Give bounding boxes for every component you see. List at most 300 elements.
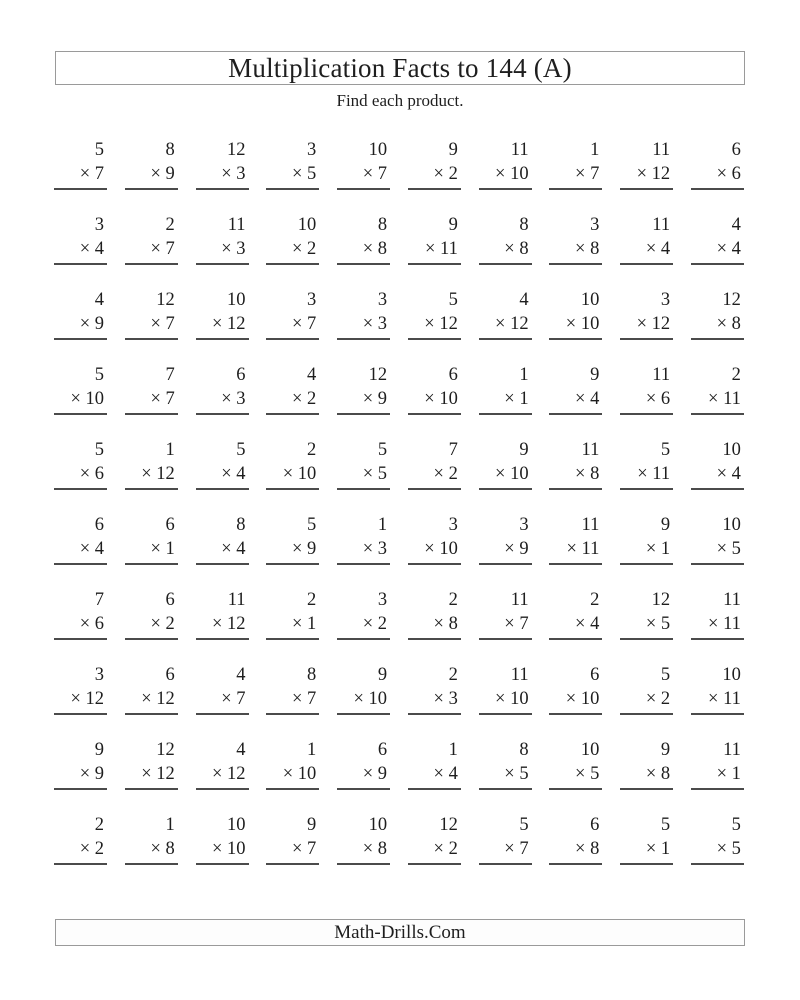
multiplicand: 9 <box>448 215 458 235</box>
multiplicand: 4 <box>94 290 104 310</box>
multiplication-problem <box>337 288 390 340</box>
multiplier: × 3 <box>221 389 246 409</box>
multiplication-problem <box>196 813 249 865</box>
multiplier: × 8 <box>362 239 388 259</box>
multiplier: × 9 <box>79 764 104 784</box>
multiplication-problem <box>479 813 532 865</box>
multiplier: × 10 <box>70 389 104 409</box>
multiplicand: 10 <box>227 815 246 835</box>
multiplicand: 3 <box>519 515 529 535</box>
multiplication-problem <box>337 738 390 790</box>
multiplier: × 8 <box>575 239 600 259</box>
problem-row <box>54 588 744 663</box>
multiplication-problem <box>125 288 178 340</box>
multiplier: × 12 <box>141 764 175 784</box>
multiplier: × 7 <box>291 839 317 859</box>
multiplier: × 11 <box>708 689 741 709</box>
multiplier: × 2 <box>291 239 317 259</box>
multiplication-problem <box>620 438 673 490</box>
multiplication-problem <box>479 588 532 640</box>
multiplicand: 9 <box>307 815 317 835</box>
multiplier: × 7 <box>291 314 317 334</box>
multiplicand: 10 <box>722 515 741 535</box>
multiplicand: 12 <box>439 815 458 835</box>
multiplicand: 11 <box>510 590 529 610</box>
multiplier: × 4 <box>645 239 671 259</box>
multiplicand: 6 <box>590 665 600 685</box>
multiplication-problem <box>620 738 673 790</box>
multiplicand: 8 <box>236 515 246 535</box>
multiplier: × 4 <box>716 239 741 259</box>
multiplication-problem <box>549 213 602 265</box>
multiplier: × 4 <box>79 539 104 559</box>
multiplicand: 7 <box>165 365 175 385</box>
multiplier: × 9 <box>150 164 175 184</box>
multiplication-problem <box>408 138 461 190</box>
multiplicand: 11 <box>581 440 600 460</box>
multiplier: × 12 <box>636 314 671 334</box>
multiplication-problem <box>196 663 249 715</box>
multiplication-problem <box>549 438 602 490</box>
multiplier: × 7 <box>150 314 175 334</box>
multiplier: × 7 <box>504 839 529 859</box>
multiplicand: 3 <box>307 140 317 160</box>
multiplicand: 1 <box>165 815 175 835</box>
multiplicand: 12 <box>722 290 741 310</box>
multiplication-problem <box>54 813 107 865</box>
multiplier: × 4 <box>433 764 458 784</box>
multiplier: × 10 <box>495 689 529 709</box>
multiplicand: 5 <box>377 440 388 460</box>
multiplicand: 2 <box>307 440 317 460</box>
page-title: Multiplication Facts to 144 (A) <box>228 52 572 83</box>
multiplicand: 3 <box>448 515 458 535</box>
multiplier: × 5 <box>362 464 388 484</box>
multiplication-problem <box>549 513 602 565</box>
multiplicand: 6 <box>377 740 388 760</box>
multiplier: × 2 <box>433 464 458 484</box>
multiplier: × 12 <box>211 764 246 784</box>
multiplicand: 8 <box>165 140 175 160</box>
multiplication-problem <box>691 138 744 190</box>
multiplication-problem <box>125 663 178 715</box>
multiplication-problem <box>337 138 390 190</box>
multiplicand: 10 <box>580 290 600 310</box>
multiplicand: 6 <box>448 365 458 385</box>
footer-text: Math-Drills.Com <box>334 922 466 943</box>
multiplicand: 12 <box>156 740 175 760</box>
multiplier: × 1 <box>716 764 741 784</box>
multiplicand: 2 <box>731 365 741 385</box>
multiplication-problem <box>266 138 319 190</box>
multiplication-problem <box>620 813 673 865</box>
multiplicand: 5 <box>731 815 741 835</box>
multiplicand: 5 <box>236 440 246 460</box>
title-box <box>55 51 745 85</box>
multiplier: × 5 <box>716 539 741 559</box>
multiplicand: 6 <box>590 815 600 835</box>
multiplier: × 3 <box>221 239 246 259</box>
multiplier: × 12 <box>141 464 175 484</box>
problem-row <box>54 363 744 438</box>
multiplicand: 11 <box>581 515 600 535</box>
multiplier: × 8 <box>575 464 600 484</box>
multiplier: × 11 <box>566 539 600 559</box>
multiplicand: 11 <box>510 665 529 685</box>
multiplicand: 1 <box>165 440 175 460</box>
multiplier: × 5 <box>716 839 741 859</box>
multiplicand: 8 <box>377 215 388 235</box>
multiplicand: 10 <box>368 815 388 835</box>
multiplicand: 10 <box>297 215 317 235</box>
multiplier: × 2 <box>645 689 671 709</box>
multiplicand: 5 <box>94 140 104 160</box>
instructions-text: Find each product. <box>336 91 464 110</box>
multiplier: × 8 <box>716 314 741 334</box>
multiplier: × 11 <box>637 464 671 484</box>
multiplier: × 4 <box>79 239 104 259</box>
multiplication-problem <box>549 663 602 715</box>
multiplier: × 3 <box>433 689 458 709</box>
multiplication-problem <box>549 588 602 640</box>
multiplier: × 7 <box>150 239 175 259</box>
multiplier: × 6 <box>645 389 671 409</box>
multiplication-problem <box>691 438 744 490</box>
multiplier: × 4 <box>221 539 246 559</box>
multiplier: × 2 <box>433 839 458 859</box>
multiplication-problem <box>196 288 249 340</box>
multiplicand: 11 <box>652 215 671 235</box>
multiplication-problem <box>408 513 461 565</box>
multiplicand: 5 <box>660 815 671 835</box>
multiplicand: 10 <box>722 665 741 685</box>
multiplication-problem <box>337 213 390 265</box>
multiplicand: 1 <box>519 365 529 385</box>
footer-box <box>55 919 745 946</box>
multiplication-problem <box>691 213 744 265</box>
multiplier: × 10 <box>495 164 529 184</box>
multiplicand: 6 <box>165 515 175 535</box>
multiplier: × 7 <box>150 389 175 409</box>
problems-grid <box>54 138 744 888</box>
multiplier: × 1 <box>291 614 317 634</box>
multiplication-problem <box>125 813 178 865</box>
multiplication-problem <box>408 738 461 790</box>
multiplication-problem <box>125 363 178 415</box>
multiplication-problem <box>620 213 673 265</box>
multiplicand: 9 <box>590 365 600 385</box>
multiplication-problem <box>266 663 319 715</box>
multiplication-problem <box>125 213 178 265</box>
multiplier: × 2 <box>433 164 458 184</box>
problem-row <box>54 138 744 213</box>
multiplicand: 5 <box>448 290 458 310</box>
multiplicand: 2 <box>448 665 458 685</box>
multiplicand: 3 <box>660 290 671 310</box>
multiplier: × 10 <box>353 689 388 709</box>
multiplier: × 7 <box>362 164 388 184</box>
multiplication-problem <box>620 363 673 415</box>
multiplication-problem <box>479 213 532 265</box>
multiplication-problem <box>266 363 319 415</box>
multiplication-problem <box>196 363 249 415</box>
multiplicand: 4 <box>731 215 741 235</box>
multiplication-problem <box>691 513 744 565</box>
multiplicand: 9 <box>448 140 458 160</box>
multiplier: × 10 <box>282 764 317 784</box>
multiplicand: 10 <box>722 440 741 460</box>
multiplicand: 6 <box>236 365 246 385</box>
multiplicand: 9 <box>660 515 671 535</box>
multiplier: × 12 <box>70 689 104 709</box>
multiplicand: 1 <box>590 140 600 160</box>
multiplication-problem <box>549 288 602 340</box>
multiplicand: 3 <box>590 215 600 235</box>
multiplication-problem <box>54 288 107 340</box>
multiplier: × 12 <box>211 314 246 334</box>
multiplier: × 2 <box>79 839 104 859</box>
multiplicand: 5 <box>519 815 529 835</box>
multiplier: × 6 <box>716 164 741 184</box>
multiplication-problem <box>337 663 390 715</box>
multiplier: × 4 <box>575 389 600 409</box>
multiplicand: 12 <box>651 590 671 610</box>
multiplication-problem <box>691 363 744 415</box>
multiplier: × 9 <box>362 389 388 409</box>
multiplier: × 4 <box>221 464 246 484</box>
multiplication-problem <box>691 588 744 640</box>
multiplication-problem <box>54 138 107 190</box>
multiplication-problem <box>620 288 673 340</box>
multiplier: × 8 <box>504 239 529 259</box>
multiplication-problem <box>408 363 461 415</box>
problem-row <box>54 438 744 513</box>
multiplication-problem <box>337 363 390 415</box>
problem-row <box>54 513 744 588</box>
multiplicand: 11 <box>510 140 529 160</box>
multiplicand: 12 <box>368 365 388 385</box>
multiplication-problem <box>337 438 390 490</box>
multiplication-problem <box>691 288 744 340</box>
problem-row <box>54 288 744 363</box>
multiplier: × 8 <box>645 764 671 784</box>
problem-row <box>54 813 744 888</box>
multiplicand: 11 <box>227 590 246 610</box>
multiplier: × 3 <box>362 314 388 334</box>
multiplicand: 10 <box>368 140 388 160</box>
multiplication-problem <box>337 588 390 640</box>
multiplication-problem <box>691 738 744 790</box>
multiplier: × 1 <box>645 539 671 559</box>
multiplier: × 5 <box>575 764 600 784</box>
multiplier: × 10 <box>495 464 529 484</box>
multiplicand: 2 <box>448 590 458 610</box>
multiplicand: 2 <box>307 590 317 610</box>
multiplier: × 12 <box>141 689 175 709</box>
multiplication-problem <box>266 513 319 565</box>
multiplier: × 8 <box>433 614 458 634</box>
multiplier: × 3 <box>221 164 246 184</box>
multiplication-problem <box>549 738 602 790</box>
multiplicand: 8 <box>307 665 317 685</box>
multiplication-problem <box>408 813 461 865</box>
problem-row <box>54 738 744 813</box>
multiplicand: 1 <box>307 740 317 760</box>
multiplier: × 12 <box>424 314 458 334</box>
multiplicand: 3 <box>377 590 388 610</box>
multiplication-problem <box>408 213 461 265</box>
multiplicand: 11 <box>723 590 741 610</box>
multiplication-problem <box>620 663 673 715</box>
multiplication-problem <box>549 363 602 415</box>
multiplicand: 10 <box>227 290 246 310</box>
multiplier: × 9 <box>79 314 104 334</box>
multiplier: × 10 <box>565 689 600 709</box>
multiplication-problem <box>54 438 107 490</box>
multiplication-problem <box>479 288 532 340</box>
multiplication-problem <box>266 288 319 340</box>
multiplication-problem <box>54 513 107 565</box>
multiplication-problem <box>479 513 532 565</box>
multiplier: × 2 <box>150 614 175 634</box>
multiplier: × 11 <box>708 389 741 409</box>
multiplier: × 5 <box>645 614 671 634</box>
multiplier: × 11 <box>424 239 458 259</box>
multiplicand: 6 <box>165 590 175 610</box>
multiplier: × 10 <box>424 389 458 409</box>
multiplication-problem <box>337 513 390 565</box>
multiplicand: 11 <box>227 215 246 235</box>
multiplication-problem <box>196 438 249 490</box>
multiplication-problem <box>266 588 319 640</box>
multiplicand: 5 <box>94 440 104 460</box>
multiplicand: 1 <box>377 515 388 535</box>
multiplicand: 1 <box>448 740 458 760</box>
problem-row <box>54 663 744 738</box>
multiplier: × 6 <box>79 614 104 634</box>
multiplier: × 12 <box>636 164 671 184</box>
multiplication-problem <box>479 438 532 490</box>
multiplier: × 11 <box>708 614 741 634</box>
multiplication-problem <box>266 813 319 865</box>
multiplicand: 6 <box>94 515 104 535</box>
multiplication-problem <box>125 738 178 790</box>
multiplier: × 12 <box>495 314 529 334</box>
multiplication-problem <box>479 363 532 415</box>
multiplicand: 9 <box>377 665 388 685</box>
multiplier: × 6 <box>79 464 104 484</box>
multiplicand: 3 <box>94 665 104 685</box>
multiplicand: 7 <box>94 590 104 610</box>
multiplier: × 7 <box>504 614 529 634</box>
multiplier: × 9 <box>362 764 388 784</box>
multiplicand: 2 <box>165 215 175 235</box>
multiplication-problem <box>408 288 461 340</box>
multiplier: × 7 <box>575 164 600 184</box>
multiplicand: 9 <box>660 740 671 760</box>
multiplication-problem <box>549 813 602 865</box>
multiplicand: 12 <box>227 140 246 160</box>
multiplication-problem <box>266 438 319 490</box>
multiplier: × 2 <box>291 389 317 409</box>
multiplicand: 7 <box>448 440 458 460</box>
multiplier: × 10 <box>424 539 458 559</box>
multiplier: × 1 <box>504 389 529 409</box>
multiplier: × 7 <box>79 164 104 184</box>
multiplier: × 8 <box>362 839 388 859</box>
multiplication-problem <box>54 363 107 415</box>
multiplicand: 10 <box>580 740 600 760</box>
multiplicand: 9 <box>94 740 104 760</box>
multiplication-problem <box>479 663 532 715</box>
multiplicand: 2 <box>94 815 104 835</box>
multiplicand: 12 <box>156 290 175 310</box>
multiplication-problem <box>620 513 673 565</box>
multiplier: × 4 <box>716 464 741 484</box>
multiplier: × 1 <box>645 839 671 859</box>
multiplicand: 2 <box>590 590 600 610</box>
multiplier: × 5 <box>504 764 529 784</box>
multiplication-problem <box>408 588 461 640</box>
multiplication-problem <box>337 813 390 865</box>
multiplication-problem <box>125 438 178 490</box>
multiplication-problem <box>691 663 744 715</box>
multiplication-problem <box>408 663 461 715</box>
multiplication-problem <box>691 813 744 865</box>
multiplier: × 8 <box>575 839 600 859</box>
multiplication-problem <box>479 738 532 790</box>
multiplier: × 9 <box>504 539 529 559</box>
multiplier: × 9 <box>291 539 317 559</box>
multiplier: × 12 <box>211 614 246 634</box>
multiplicand: 4 <box>236 740 246 760</box>
multiplication-problem <box>479 138 532 190</box>
multiplier: × 5 <box>291 164 317 184</box>
multiplier: × 7 <box>291 689 317 709</box>
multiplicand: 3 <box>94 215 104 235</box>
multiplicand: 4 <box>236 665 246 685</box>
multiplication-problem <box>54 663 107 715</box>
multiplication-problem <box>54 213 107 265</box>
multiplicand: 6 <box>731 140 741 160</box>
multiplication-problem <box>266 738 319 790</box>
multiplicand: 11 <box>723 740 741 760</box>
multiplier: × 4 <box>575 614 600 634</box>
multiplication-problem <box>408 438 461 490</box>
multiplicand: 5 <box>94 365 104 385</box>
multiplication-problem <box>54 738 107 790</box>
multiplicand: 9 <box>519 440 529 460</box>
multiplicand: 6 <box>165 665 175 685</box>
multiplier: × 3 <box>362 539 388 559</box>
multiplier: × 8 <box>150 839 175 859</box>
multiplication-problem <box>196 588 249 640</box>
multiplicand: 11 <box>652 365 671 385</box>
multiplication-problem <box>196 213 249 265</box>
multiplication-problem <box>196 513 249 565</box>
problem-row <box>54 213 744 288</box>
multiplication-problem <box>125 138 178 190</box>
multiplicand: 8 <box>519 215 529 235</box>
multiplicand: 3 <box>377 290 388 310</box>
multiplier: × 7 <box>221 689 246 709</box>
multiplicand: 11 <box>652 140 671 160</box>
multiplication-problem <box>196 138 249 190</box>
multiplier: × 1 <box>150 539 175 559</box>
multiplication-problem <box>125 513 178 565</box>
multiplication-problem <box>54 588 107 640</box>
multiplication-problem <box>620 138 673 190</box>
